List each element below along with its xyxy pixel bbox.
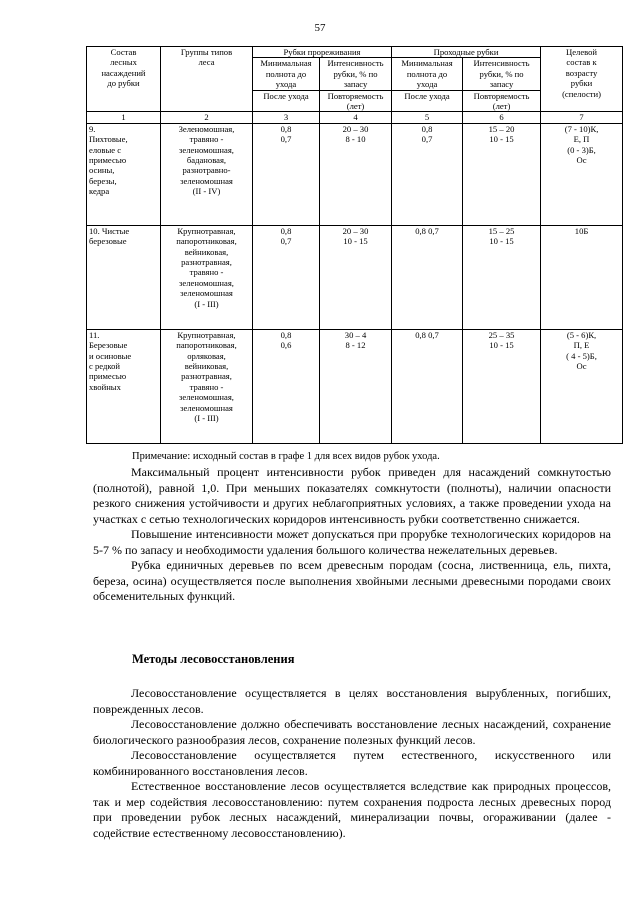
cell-line: 0,7 [280,134,292,145]
pass-intensity-cell [463,329,541,443]
cell-line: еловые с [89,144,122,155]
cell-line: зеленомошная, [179,392,234,403]
cell-line: зеленомошная [180,402,233,413]
thin-min-cell [253,225,320,329]
header-target-composition [541,47,623,112]
cell-line: до рубки [107,78,140,89]
cell-line: Повторяемость [327,90,384,101]
cell-line: 10 - 15 [489,236,514,247]
thin-min-cell [253,329,320,443]
cell-line: Минимальная [260,58,312,69]
cell-line: 20 – 30 [342,225,369,236]
cell-line: 15 – 20 [488,123,515,134]
cell-line: ухода [275,79,297,90]
cell-line: Пихтовые, [89,134,128,145]
pass-intensity-cell [463,225,541,329]
col-number: 5 [392,112,463,123]
cell-line: рубки, % по [479,68,524,79]
cell-line: березы, [89,175,117,186]
header-thin-intensity [320,58,392,90]
cell-line: 15 – 25 [488,225,515,236]
cell-line: Группы типов [180,47,233,57]
header-pass-intensity [463,58,541,90]
col-number: 3 [253,112,320,123]
col-number: 1 [87,112,161,123]
cell-line: осины, [89,165,115,176]
forest-types-cell [161,123,253,225]
cell-line: Е, П [573,134,590,145]
cell-line: 10 - 15 [489,134,514,145]
paragraph: Рубка единичных деревьев по всем древесным породам (сосна, лиственница, ель, пихта, береза, осина) осуществляется после выполнения хвойными лесными древесными породами своих обсеменительных функций. [93,558,611,603]
cell-line: 8 - 12 [345,340,366,351]
col-number: 6 [463,112,541,123]
cell-line: разнотравная, [181,371,232,382]
cell-line: 8 - 10 [345,134,366,145]
cell-line: 0,8 0,7 [415,329,439,340]
cell-line: травяно - [189,267,224,278]
cell-line: (лет) [492,101,511,112]
header-pass-min-density [392,58,463,90]
cell-line: 9. [89,123,96,134]
cell-line: Целевой [566,47,598,57]
forest-types-cell [161,329,253,443]
thinning-table [86,46,623,444]
cell-line: 30 – 4 [344,329,367,340]
cell-line: 0,7 [280,236,292,247]
cell-line: ( 4 - 5)Б, [566,350,597,361]
col-number: 7 [541,112,623,123]
paragraph: Лесовосстановление осуществляется в целях восстановления вырубленных, погибших, поврежденных лесов. [93,686,611,716]
header-composition [87,47,161,112]
cell-line: рубки, % по [333,68,378,79]
cell-line: березовые [89,236,127,247]
cell-line: (0 - 3)Б, [567,144,596,155]
cell-line: (7 - 10)К, [564,123,599,134]
cell-line: 10 - 15 [489,340,514,351]
cell-line: 10. Чистые [89,225,130,236]
cell-line: разнотравная, [181,257,232,268]
cell-line: вейниковая, [184,361,229,372]
paragraph: Лесовосстановление должно обеспечивать восстановление лесных насаждений, сохранение биологического разнообразия лесов, сохранение полезных функций лесов. [93,717,611,747]
cell-line: зеленомошная [180,288,233,299]
pass-min-cell [392,123,463,225]
cell-line: Ос [576,155,587,166]
cell-line: 10Б [574,225,589,236]
cell-line: Повторяемость [473,90,530,101]
cell-line: вейниковая, [184,246,229,257]
cell-line: зеленомошная, [179,144,234,155]
paragraph: Естественное восстановление лесов осуществляется вследствие как природных процессов, так и мер содействия лесовосстановлению: путем сохранения подроста лесных древесных пород при проведении рубок лесных насаждений, минерализации почвы, огораживании (далее - содействие естественному лесовосстановлению). [93,779,611,840]
composition-cell [87,225,161,329]
header-forest-types [161,47,253,112]
cell-line: (II - IV) [192,186,221,197]
cell-line: запасу [343,79,368,90]
cell-line: П, Е [573,340,590,351]
table-row [87,329,623,443]
header-pass-after-care: После ухода [392,90,463,112]
section-heading: Методы лесовосстановления [132,652,295,666]
cell-line: травяно - [189,134,224,145]
table-row [87,225,623,329]
cell-line: Интенсивность [327,58,384,69]
header-thin-repeatability [320,90,392,112]
body-text-top [93,465,611,605]
paragraph: Лесовосстановление осуществляется путем естественного, искусственного или комбинированного восстановления лесов. [93,748,611,778]
composition-cell [87,329,161,443]
cell-line: (5 - 6)К, [566,329,597,340]
thin-intensity-cell [320,123,392,225]
thin-intensity-cell [320,329,392,443]
cell-line: зеленомошная [180,175,233,186]
pass-min-cell [392,329,463,443]
cell-line: 0,6 [280,340,292,351]
cell-line: папоротниковая, [176,236,237,247]
cell-line: и осиновые [89,350,132,361]
header-passing-group: Проходные рубки [392,47,541,58]
cell-line: состав к [566,57,597,68]
header-pass-repeatability [463,90,541,112]
cell-line: травяно - [189,381,224,392]
pass-min-cell [392,225,463,329]
cell-line: запасу [489,79,514,90]
cell-line: папоротниковая, [176,340,237,351]
cell-line: Зеленомошная, [178,123,235,134]
cell-line: (I - III) [194,413,219,424]
cell-line: Крупнотравная, [177,329,236,340]
page-number: 57 [314,22,326,34]
cell-line: примесью [89,371,127,382]
cell-line: зеленомошная, [179,277,234,288]
cell-line: Интенсивность [473,58,530,69]
paragraph: Максимальный процент интенсивности рубок приведен для насаждений сомкнутостью (полнотой), равной 1,0. При меньших показателях сомкнутости (полноты), наличии опасности резкого снижения устойчивости и других неблагоприятных условиях, а также проведении ухода на участках с сетью технологических коридоров интенсивность рубки соответственно снижается. [93,465,611,526]
cell-line: Крупнотравная, [177,225,236,236]
cell-line: примесью [89,155,127,166]
cell-line: с редкой [89,361,120,372]
cell-line: (спелости) [562,88,601,99]
header-thin-min-density [253,58,320,90]
composition-cell [87,123,161,225]
cell-line: Ос [576,361,587,372]
cell-line: 10 - 15 [343,236,368,247]
cell-line: ухода [416,79,438,90]
cell-line: 20 – 30 [342,123,369,134]
cell-line: леса [198,57,215,68]
thin-min-cell [253,123,320,225]
cell-line: 0,8 [280,123,292,134]
cell-line: полнота до [406,68,448,79]
cell-line: насаждений [101,67,146,78]
column-numbers-row [87,112,623,123]
cell-line: Березовые [89,340,128,351]
header-thin-after-care: После ухода [253,90,320,112]
cell-line: кедра [89,186,110,197]
cell-line: 0,7 [421,134,433,145]
target-cell [541,329,623,443]
cell-line: лесных [110,57,137,68]
cell-line: бадановая, [186,155,227,166]
cell-line: 0,8 0,7 [415,225,439,236]
cell-line: 0,8 [280,329,292,340]
cell-line: хвойных [89,381,121,392]
thin-intensity-cell [320,225,392,329]
cell-line: рубки [570,78,593,89]
target-cell [541,123,623,225]
cell-line: 0,8 [280,225,292,236]
cell-line: (I - III) [194,298,219,309]
cell-line: разнотравно- [182,165,231,176]
cell-line: Состав [110,47,137,57]
paragraph: Повышение интенсивности может допускаться при прорубке технологических коридоров на 5-7 % по запасу и необходимости удаления большого количества нежелательных деревьев. [93,527,611,557]
forest-types-cell [161,225,253,329]
cell-line: возрасту [565,67,598,78]
body-text-bottom [93,686,611,841]
col-number: 2 [161,112,253,123]
cell-line: Минимальная [401,58,453,69]
cell-line: (лет) [346,101,365,112]
header-thinning-group: Рубки прореживания [253,47,392,58]
table-row [87,123,623,225]
cell-line: 11. [89,329,100,340]
cell-line: полнота до [265,68,307,79]
target-cell [541,225,623,329]
pass-intensity-cell [463,123,541,225]
cell-line: орляковая, [187,350,226,361]
table-note: Примечание: исходный состав в графе 1 для всех видов рубок ухода. [132,451,440,462]
col-number: 4 [320,112,392,123]
cell-line: 0,8 [421,123,433,134]
cell-line: 25 – 35 [488,329,515,340]
